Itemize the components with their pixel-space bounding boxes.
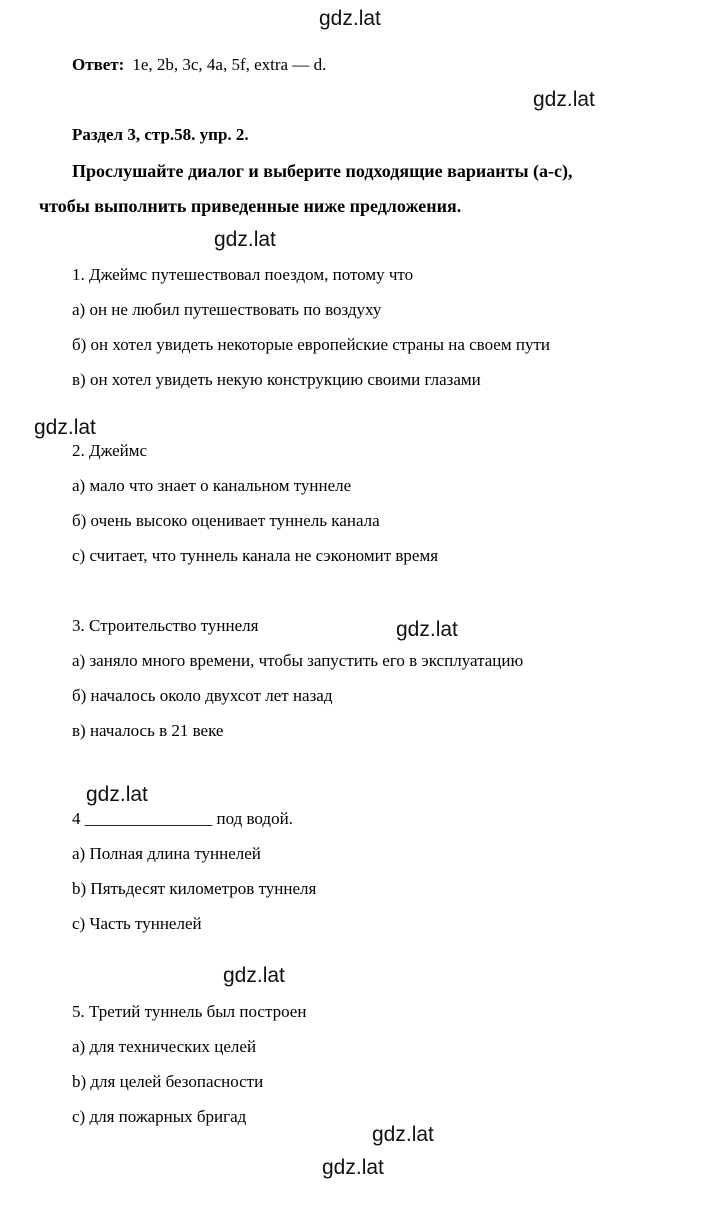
question-1-title: 1. Джеймс путешествовал поездом, потому что bbox=[72, 265, 414, 284]
watermark-center-3: gdz.lat bbox=[223, 964, 285, 987]
question-2-title: 2. Джеймс bbox=[72, 441, 148, 460]
answer-label: Ответ: bbox=[72, 55, 125, 74]
question-2-option-c: с) считает, что туннель канала не сэкономит время bbox=[72, 546, 439, 565]
watermark-right-1: gdz.lat bbox=[533, 88, 595, 111]
watermark-bottom-2: gdz.lat bbox=[322, 1156, 384, 1179]
question-1-option-a: а) он не любил путешествовать по воздуху bbox=[72, 300, 382, 319]
question-3-option-b: б) началось около двухсот лет назад bbox=[72, 686, 333, 705]
question-5-option-b: b) для целей безопасности bbox=[72, 1072, 264, 1091]
question-5-option-c: с) для пожарных бригад bbox=[72, 1107, 247, 1126]
question-3-title: 3. Строительство туннеля bbox=[72, 616, 259, 635]
question-2-option-a: а) мало что знает о канальном туннеле bbox=[72, 476, 352, 495]
watermark-left-2: gdz.lat bbox=[86, 783, 148, 806]
watermark-center-1: gdz.lat bbox=[214, 228, 276, 251]
section-heading: Раздел 3, стр.58. упр. 2. bbox=[72, 125, 249, 144]
question-2-option-b: б) очень высоко оценивает туннель канала bbox=[72, 511, 380, 530]
question-1-option-b: б) он хотел увидеть некоторые европейские страны на своем пути bbox=[72, 335, 550, 354]
watermark-center-2: gdz.lat bbox=[396, 618, 458, 641]
question-5-option-a: а) для технических целей bbox=[72, 1037, 257, 1056]
question-3-option-a: а) заняло много времени, чтобы запустить его в эксплуатацию bbox=[72, 651, 524, 670]
question-3-option-c: в) началось в 21 веке bbox=[72, 721, 224, 740]
answer-value: 1e, 2b, 3c, 4a, 5f, extra — d. bbox=[132, 55, 327, 74]
question-4-title: 4 _______________ под водой. bbox=[72, 809, 293, 828]
watermark-top: gdz.lat bbox=[319, 7, 381, 30]
instruction-line-1: Прослушайте диалог и выберите подходящие варианты (a-c), bbox=[72, 161, 573, 181]
question-1-option-c: в) он хотел увидеть некую конструкцию своими глазами bbox=[72, 370, 481, 389]
question-4-option-c: с) Часть туннелей bbox=[72, 914, 202, 933]
instruction-line-2: чтобы выполнить приведенные ниже предложения. bbox=[39, 196, 462, 216]
question-4-option-a: а) Полная длина туннелей bbox=[72, 844, 261, 863]
question-4-option-b: b) Пятьдесят километров туннеля bbox=[72, 879, 317, 898]
question-5-title: 5. Третий туннель был построен bbox=[72, 1002, 307, 1021]
watermark-left-1: gdz.lat bbox=[34, 416, 96, 439]
answer-line bbox=[72, 56, 326, 73]
watermark-bottom-1: gdz.lat bbox=[372, 1123, 434, 1146]
